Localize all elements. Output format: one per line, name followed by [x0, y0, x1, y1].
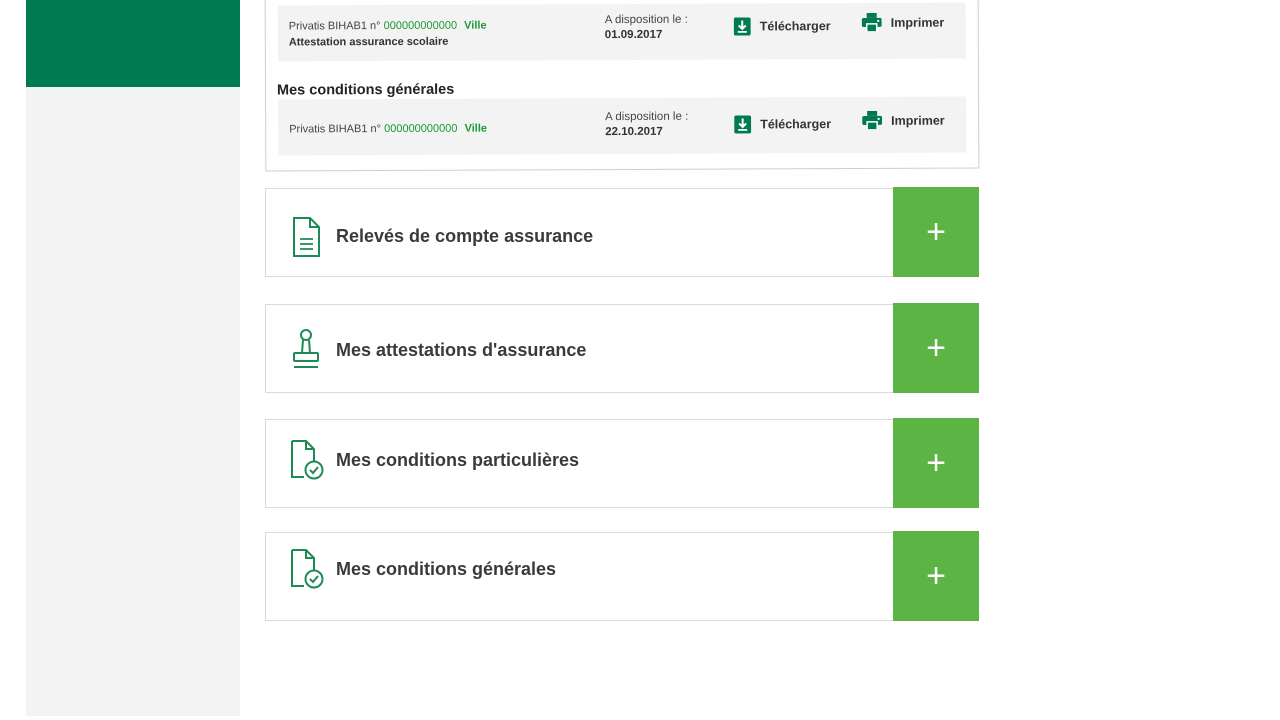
accordion-label: Relevés de compte assurance	[336, 226, 594, 246]
availability	[605, 110, 688, 140]
download-label: Télécharger	[760, 117, 832, 132]
expand-button[interactable]	[893, 531, 979, 621]
stamp-icon	[288, 327, 324, 371]
print-label: Imprimer	[890, 15, 945, 30]
download-button[interactable]	[734, 115, 831, 133]
availability-date: 22.10.2017	[605, 125, 663, 139]
accordion-conditions-generales[interactable]	[265, 532, 979, 621]
document-prefix: Privatis BIHAB1 n°	[289, 123, 382, 136]
expand-button[interactable]	[893, 187, 979, 277]
document-reference	[289, 20, 487, 33]
document-city: Ville	[464, 19, 487, 32]
printer-icon	[862, 111, 882, 130]
download-icon	[734, 115, 751, 133]
document-number: 000000000000	[383, 19, 458, 33]
expand-button[interactable]	[893, 303, 979, 393]
plus-icon: +	[926, 212, 946, 251]
sidebar	[26, 0, 240, 716]
document-check-icon	[288, 547, 324, 591]
plus-icon: +	[926, 328, 946, 367]
availability-label: A disposition le :	[604, 13, 688, 27]
section-heading: Mes conditions générales	[276, 81, 455, 99]
accordion-label: Mes conditions particulières	[336, 450, 580, 470]
expand-button[interactable]	[893, 418, 979, 508]
sidebar-brand-block	[26, 0, 240, 87]
accordion-attestations[interactable]	[265, 304, 979, 393]
document-subtitle: Attestation assurance scolaire	[288, 35, 449, 49]
accordion-releves[interactable]	[265, 188, 979, 277]
printer-icon	[862, 13, 882, 32]
document-prefix: Privatis BIHAB1 n°	[288, 20, 381, 33]
document-icon	[288, 215, 324, 259]
accordion-label: Mes conditions générales	[336, 559, 557, 579]
document-row	[278, 2, 966, 61]
document-city: Ville	[464, 122, 488, 135]
download-label: Télécharger	[759, 19, 831, 34]
documents-card	[265, 0, 980, 172]
availability	[605, 13, 688, 43]
availability-date: 01.09.2017	[604, 28, 663, 42]
print-label: Imprimer	[891, 113, 945, 128]
plus-icon: +	[926, 556, 946, 595]
availability-label: A disposition le :	[605, 110, 689, 124]
download-button[interactable]	[734, 17, 831, 35]
document-reference	[289, 123, 487, 136]
document-row	[278, 96, 966, 155]
download-icon	[734, 17, 751, 35]
document-number: 000000000000	[384, 122, 458, 136]
document-check-icon	[288, 438, 324, 482]
print-button[interactable]	[862, 13, 945, 32]
print-button[interactable]	[862, 111, 945, 130]
plus-icon: +	[926, 443, 946, 482]
accordion-conditions-particulieres[interactable]	[265, 419, 979, 508]
accordion-label: Mes attestations d'assurance	[336, 340, 587, 360]
